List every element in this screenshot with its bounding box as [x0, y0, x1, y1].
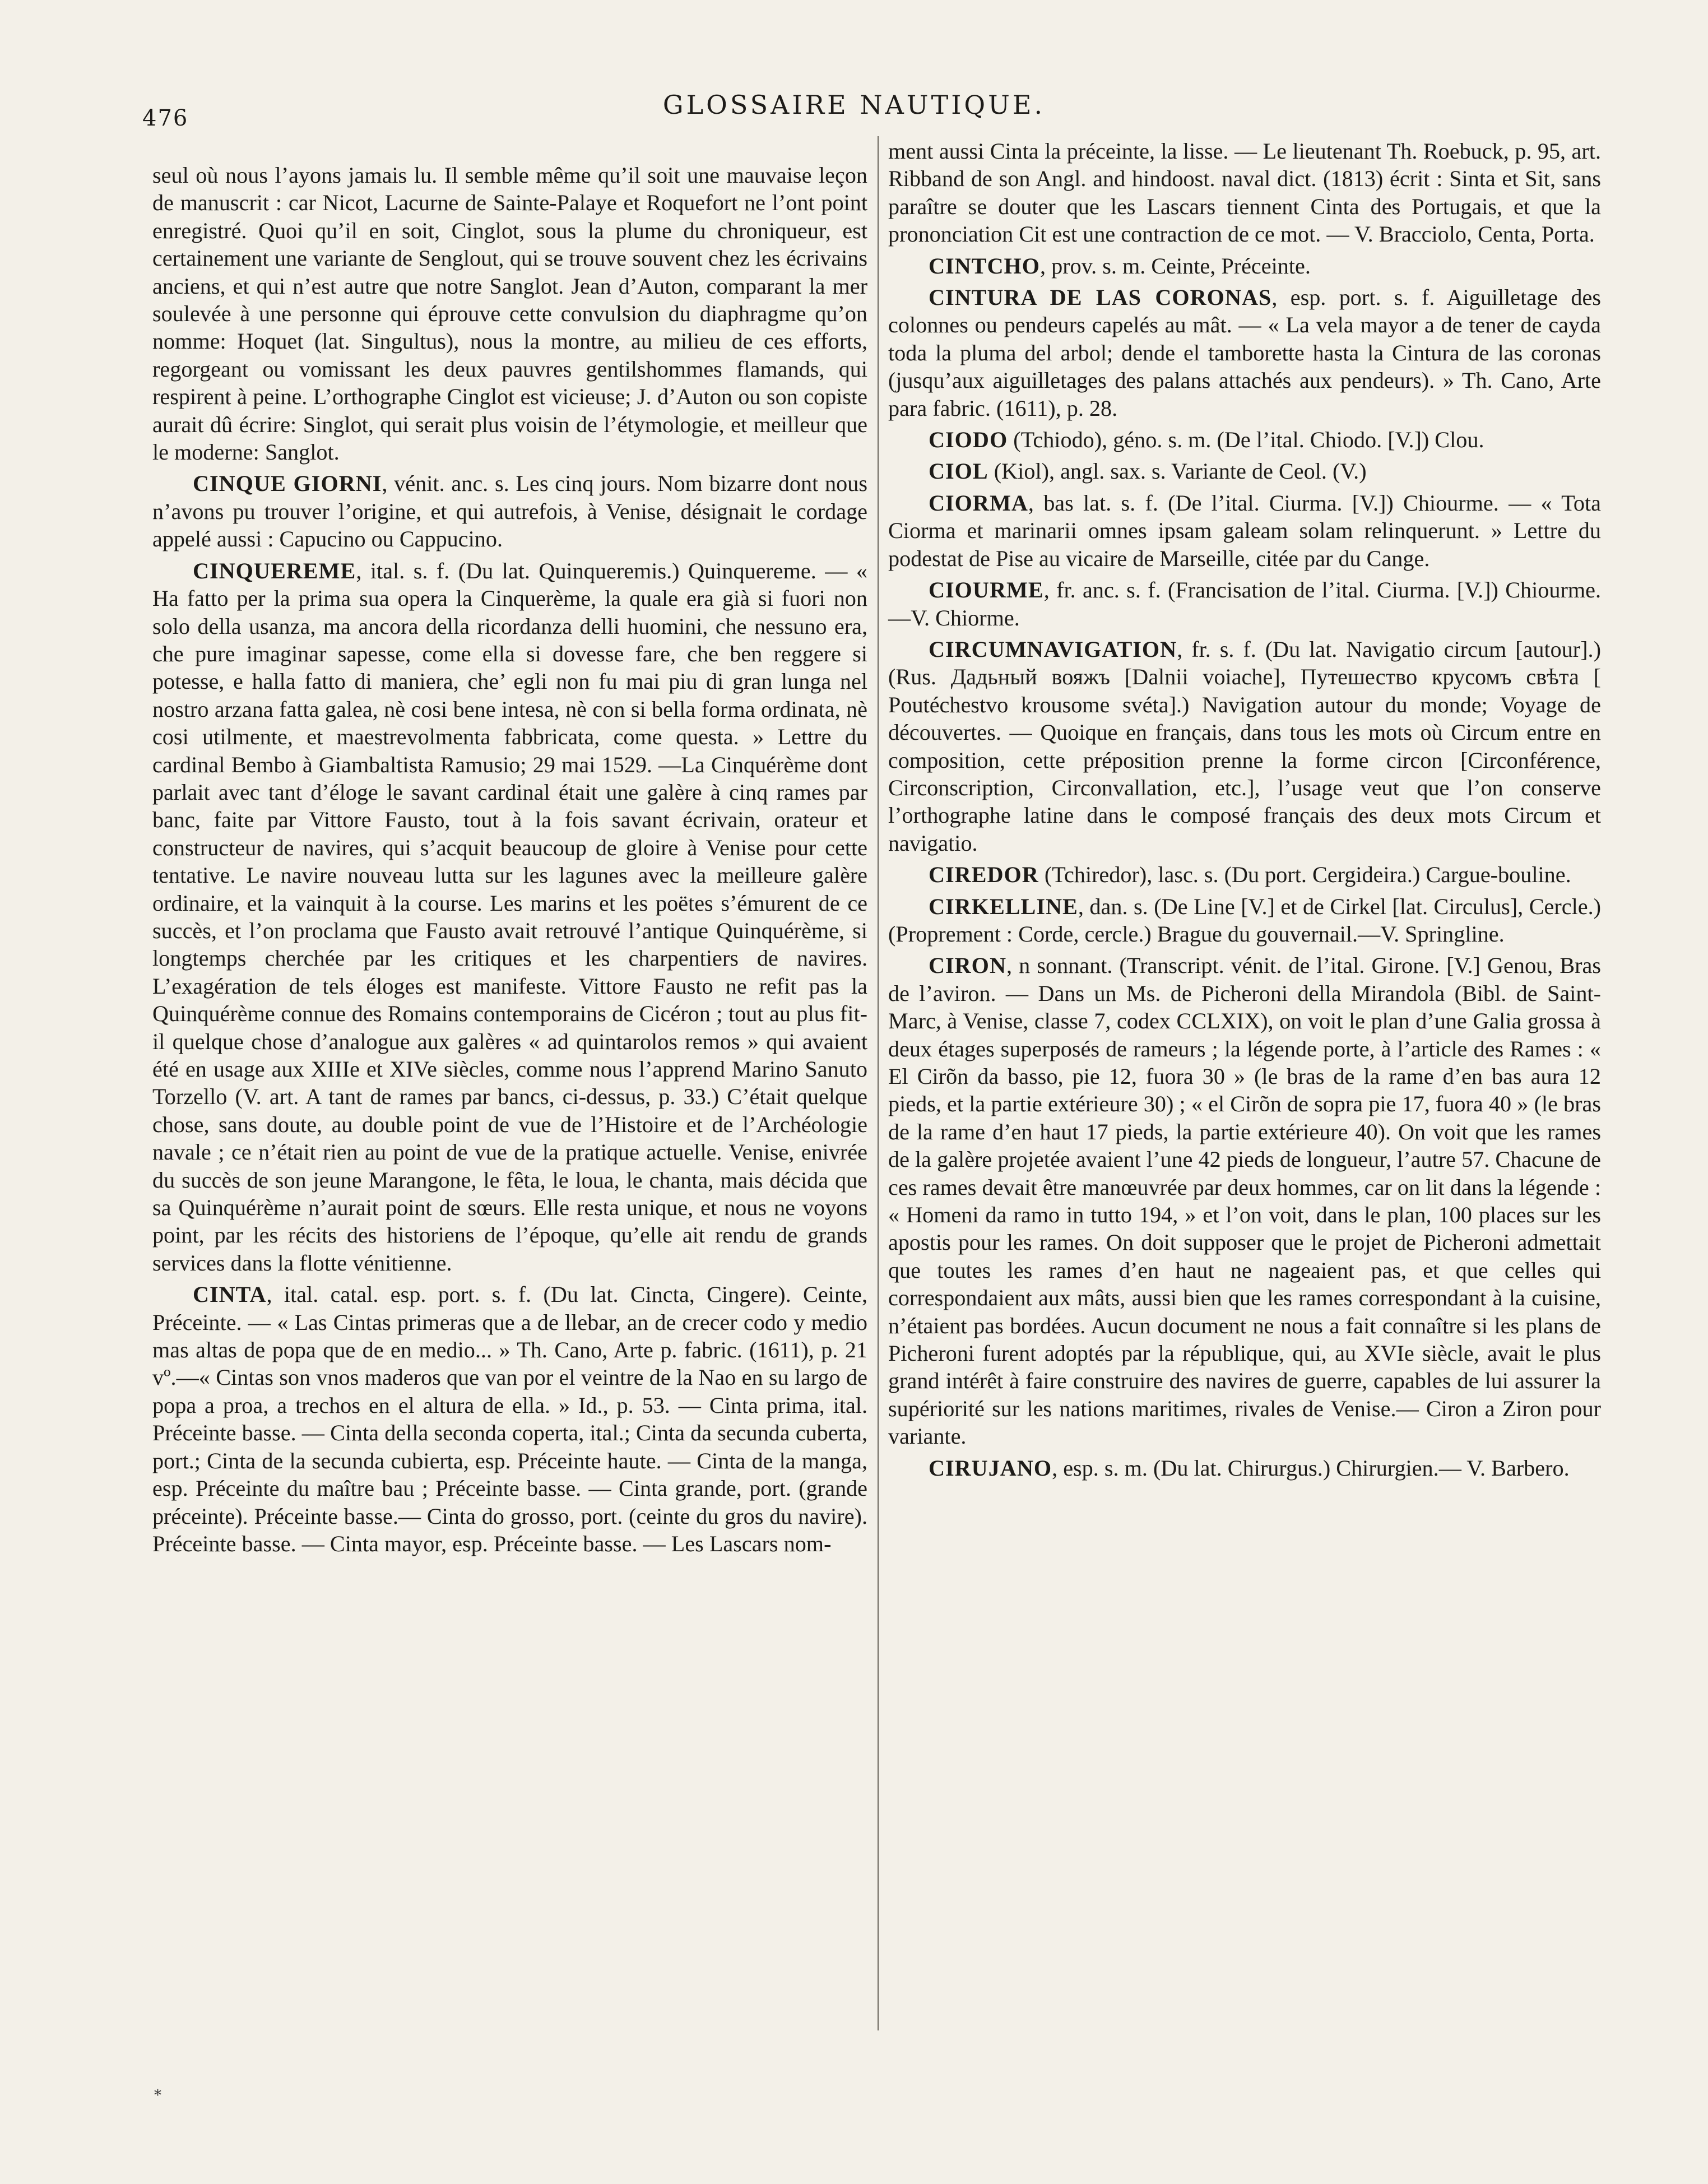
entry-text: , ital. s. f. (Du lat. Quinqueremis.) Quinquereme. — « Ha fatto per la prima sua opera la Cinquerème, la quale era già si fuori non solo della usanza, ma ancora della ricordanza delli huomini, che nessuno era, che pure imaginar sapesse, come ella si dovesse fare, che ben reggere si potesse, e halla fatto di maniera, che’ egli non fu mai piu di gran lunga nel nostro arzana fatta galea, nè cosi bene intesa, nè con si bella forma ordinata, nè cosi utilmente, et maestrevolmenta fabbricata, come questa. » Lettre du cardinal Bembo à Giambaltista Ramusio; 29 mai 1529. —La Cinquérème dont parlait avec tant d’éloge le savant cardinal était une galère à cinq rames par banc, faite par Vittore Fausto, tout à la fois savant écrivain, orateur et constructeur de navires, qui s’acquit beaucoup de gloire à Venise pour cette tentative. Le navire nouveau lutta sur les lagunes avec la meilleure galère ordinaire, et la vainquit à la course. Les marins et les poëtes s’émurent de ce succès, et l’on proclama que Fausto avait retrouvé l’antique Quinquérème, si longtemps cherchée par les critiques et les charpentiers de navires. L’exagération de tels éloges est manifeste. Vittore Fausto ne refit pas la Quinquérème connue des Romains contemporains de Cicéron ; tout au plus fit-il quelque chose d’analogue aux galères « ad quintarolos remos » qui avaient été en usage aux XIIIe et XIVe siècles, comme nous l’apprend Marino Sanuto Torzello (V. art. A tant de rames par bancs, ci-dessus, p. 33.) C’était quelque chose, sans doute, au double point de vue de l’Histoire et de l’Archéologie navale ; ce n’était rien au point de vue de la pratique actuelle. Venise, enivrée du succès de son jeune Marangone, le fêta, le loua, le chanta, mais décida que sa Quinquérème n’aurait point de sœurs. Elle resta unique, et nous ne voyons point, par les récits des historiens de l’époque, qu’elle ait rendu de grands services dans la flotte vénitienne.: [152, 558, 867, 1276]
entry-text: , bas lat. s. f. (De l’ital. Ciurma. [V.]) Chiourme. — « Tota Ciorma et marinarii omnes ipsam galeam solam relinquerunt. » Lettre du podestat de Pise au vicaire de Marseille, citée par du Cange.: [888, 490, 1601, 571]
entry-text: , fr. s. f. (Du lat. Navigatio circum [autour].) (Rus. Дадьный вояжъ [Dalnii voiache], Путешествo крусомъ свѣта [ Poutéchestvo krousome svéta].) Navigation autour du monde; Voyage de découvertes. — Quoique en français, dans tous les mots où Circum entre en composition, cette préposition prenne la forme circon [Circonférence, Circonscription, Circonvallation, etc.], l’usage veut que l’on conserve l’orthographe latine dans le composé français des deux mots Circum et navigatio.: [888, 636, 1601, 856]
dictionary-entry: [888, 952, 1601, 1450]
entry-headword: CIODO: [929, 427, 1008, 453]
signature-mark: *: [154, 2087, 161, 2104]
dictionary-entry: [888, 426, 1601, 453]
entry-headword: CIRON: [929, 953, 1006, 979]
entry-text: , vénit. anc. s. Les cinq jours. Nom bizarre dont nous n’avons pu trouver l’origine, et qui autrefois, à Venise, désignait le cordage appelé aussi : Capucino ou Cappucino.: [152, 471, 867, 552]
entry-headword: CINTURA DE LAS CORONAS: [929, 285, 1272, 310]
dictionary-entry: [152, 161, 867, 466]
dictionary-entry: [888, 489, 1601, 572]
dictionary-entry: [888, 1454, 1601, 1482]
entry-headword: CIRUJANO: [929, 1455, 1052, 1481]
entry-text: , esp. port. s. f. Aiguilletage des colonnes ou pendeurs capelés au mât. — « La vela mayor a de tener de cayda toda la pluma del arbol; dende el tamborette hasta la Cintura de las coronas (jusqu’aux aiguilletages des palans attachés aux pendeurs). » Th. Cano, Arte para fabric. (1611), p. 28.: [888, 285, 1601, 421]
entry-text: seul où nous l’ayons jamais lu. Il semble même qu’il soit une mauvaise leçon de manuscrit : car Nicot, Lacurne de Sainte-Palaye et Roquefort ne l’ont point enregistré. Quoi qu’il en soit, Cinglot, sous la plume du chroniqueur, est certainement une variante de Senglout, qui se trouve souvent chez les écrivains anciens, et qui n’est autre que notre Sanglot. Jean d’Auton, comparant la mer soulevée à une personne qui éprouve cette convulsion du diaphragme qu’on nomme: Hoquet (lat. Singultus), nous la montre, au milieu de ces efforts, regorgeant ou vomissant les deux pauvres gentilshommes flamands, qui respirent à peine. L’orthographe Cinglot est vicieuse; J. d’Auton ou son copiste aurait dû écrire: Singlot, qui serait plus voisin de l’étymologie, et meilleur que le moderne: Sanglot.: [152, 163, 867, 465]
entry-headword: CIOURME: [929, 577, 1044, 603]
column-divider: [878, 136, 879, 2030]
dictionary-entry: [888, 636, 1601, 857]
entry-headword: CIRKELLINE: [929, 893, 1078, 919]
dictionary-entry: [152, 470, 867, 553]
running-head: GLOSSAIRE NAUTIQUE.: [662, 90, 1046, 120]
dictionary-entry: [888, 861, 1601, 888]
entry-headword: CINTCHO: [929, 253, 1041, 279]
entry-headword: CINTA: [193, 1282, 267, 1307]
right-column: [888, 137, 1601, 1486]
entry-headword: CIOL: [929, 458, 988, 484]
entry-text: , fr. anc. s. f. (Francisation de l’ital. Ciurma. [V.]) Chiourme.—V. Chiorme.: [888, 577, 1601, 630]
entry-text: , dan. s. (De Line [V.] et de Cirkel [lat. Circulus], Cercle.) (Proprement : Corde, cercle.) Brague du gouvernail.—V. Springline.: [888, 893, 1601, 947]
entry-headword: CIORMA: [929, 490, 1028, 516]
entry-headword: CIRCUMNAVIGATION: [929, 636, 1177, 662]
entry-text: (Tchiodo), géno. s. m. (De l’ital. Chiodo. [V.]) Clou.: [1008, 427, 1484, 453]
dictionary-entry: [888, 284, 1601, 422]
entry-text: ment aussi Cinta la préceinte, la lisse. — Le lieutenant Th. Roebuck, p. 95, art. Ribband de son Angl. and hindoost. naval dict. (1813) écrit : Sinta et Sit, sans paraître se douter que les Lascars tiennent Cinta des Portugais, et que la prononciation Cit est une contraction de ce mot. — V. Bracciolo, Centa, Porta.: [888, 138, 1601, 247]
dictionary-entry: [888, 893, 1601, 948]
left-column: [152, 161, 867, 1561]
entry-text: (Kiol), angl. sax. s. Variante de Ceol. (V.): [988, 458, 1367, 484]
dictionary-entry: [888, 576, 1601, 632]
dictionary-entry: [888, 252, 1601, 280]
entry-text: , n sonnant. (Transcript. vénit. de l’ital. Girone. [V.] Genou, Bras de l’aviron. — Dans un Ms. de Picheroni della Mirandola (Bibl. de Saint-Marc, à Venise, classe 7, codex CCLXIX), on voit le plan d’une Galia grossa à deux étages superposés de rameurs ; la légende porte, à l’article des Rames : « El Cirõn da basso, pie 12, fuora 30 » (le bras de la rame d’en bas aura 12 pieds, et la partie extérieure 30) ; « el Cirõn de sopra pie 17, fuora 40 » (le bras de la rame d’en haut 17 pieds, la partie extérieure 40). On voit que les rames de la galère projetée avaient l’une 42 pieds de longueur, l’autre 57. Chacune de ces rames devait être manœuvrée par deux hommes, car on lit dans la légende : « Homeni da ramo in tutto 194, » et l’on voit, dans le plan, 100 places sur les apostis pour les rames. On doit supposer que le projet de Picheroni admettait que toutes les rames d’en haut ne nageaient pas, et que celles qui correspondaient aux mâts, aussi bien que les rames correspondant à la cuisine, n’étaient pas bordées. Aucun document ne nous a fait connaître si les plans de Picheroni furent adoptés par la république, qui, au XVIe siècle, avait le plus grand intérêt à faire construire des navires de guerre, capables de lui assurer la supériorité sur les nations maritimes, rivales de Venise.— Ciron a Ziron pour variante.: [888, 953, 1601, 1449]
dictionary-entry: [152, 1281, 867, 1557]
entry-text: , prov. s. m. Ceinte, Préceinte.: [1040, 253, 1311, 279]
page-number: 476: [142, 105, 189, 131]
entry-text: , ital. catal. esp. port. s. f. (Du lat. Cincta, Cingere). Ceinte, Préceinte. — « Las Cintas primeras que a de llebar, an de crecer codo y medio mas altas de popa que de en medio... » Th. Cano, Arte p. fabric. (1611), p. 21 vº.—« Cintas son vnos maderos que van por el veintre de la Nao en su largo de popa a proa, a trechos en el altura de ella. » Id., p. 53. — Cinta prima, ital. Préceinte basse. — Cinta della seconda coperta, ital.; Cinta da secunda cuberta, port.; Cinta de la secunda cubierta, esp. Préceinte haute. — Cinta de la manga, esp. Préceinte du maître bau ; Préceinte basse. — Cinta grande, port. (grande préceinte). Préceinte basse.— Cinta do grosso, port. (ceinte du gros du navire). Préceinte basse. — Cinta mayor, esp. Préceinte basse. — Les Lascars nom-: [152, 1282, 867, 1556]
dictionary-entry: [888, 457, 1601, 485]
entry-headword: CINQUE GIORNI: [193, 471, 382, 497]
dictionary-entry: [888, 137, 1601, 248]
entry-text: , esp. s. m. (Du lat. Chirurgus.) Chirurgien.— V. Barbero.: [1052, 1455, 1570, 1481]
entry-text: (Tchiredor), lasc. s. (Du port. Cergideira.) Cargue-bouline.: [1038, 862, 1571, 888]
entry-headword: CIREDOR: [929, 862, 1039, 888]
entry-headword: CINQUEREME: [193, 558, 356, 583]
dictionary-entry: [152, 557, 867, 1277]
